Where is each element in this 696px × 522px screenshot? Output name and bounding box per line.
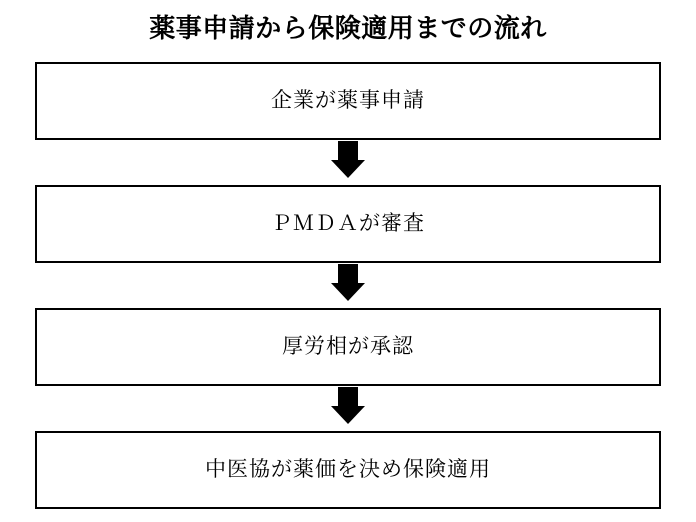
flow-step-3 <box>35 308 661 386</box>
flow-step-1 <box>35 62 661 140</box>
down-arrow-icon-1 <box>0 141 696 177</box>
flow-step-4-label: 中医協が薬価を決め保険適用 <box>205 457 491 482</box>
flow-step-3-label: 厚労相が承認 <box>282 334 414 359</box>
page-title: 薬事申請から保険適用までの流れ <box>149 14 547 44</box>
flow-step-2 <box>35 185 661 263</box>
down-arrow-icon-3 <box>0 387 696 423</box>
flow-step-1-label: 企業が薬事申請 <box>271 88 425 113</box>
flow-step-2-label: ＰＭＤＡが審査 <box>271 211 425 236</box>
down-arrow-icon-2 <box>0 264 696 300</box>
flow-step-4 <box>35 431 661 509</box>
